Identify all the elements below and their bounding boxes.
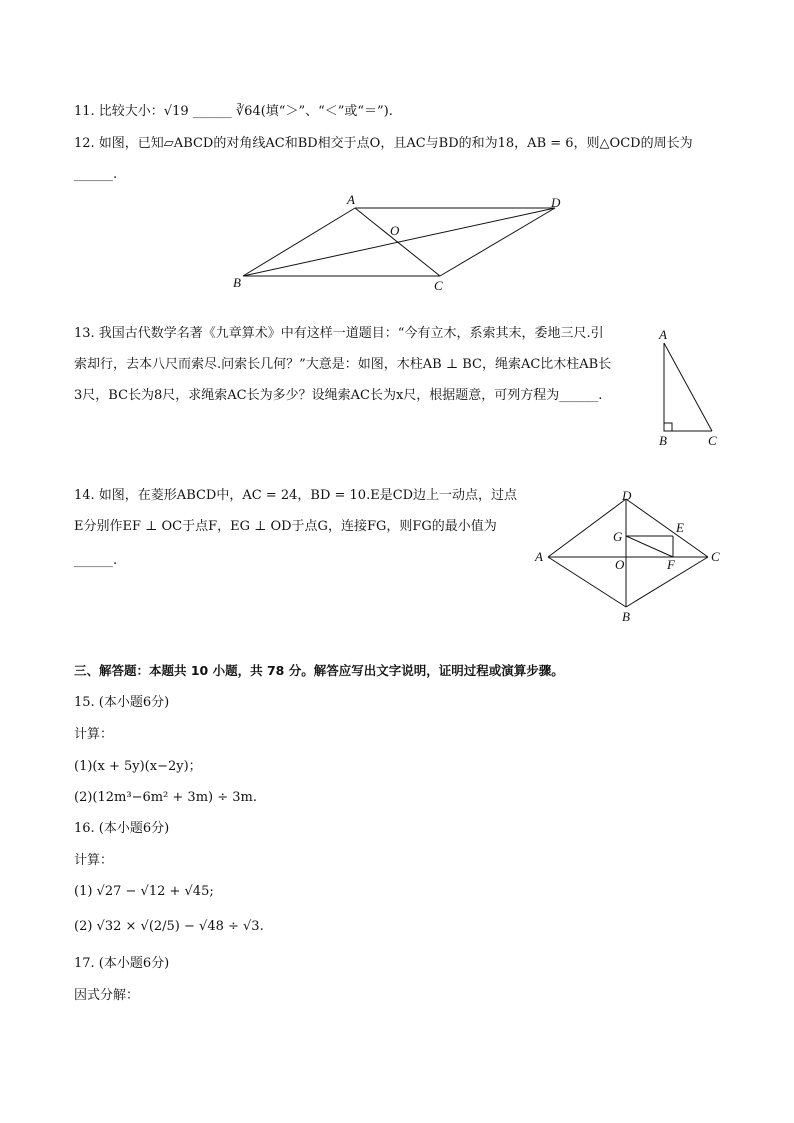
vertex-label-c: C bbox=[711, 549, 720, 564]
question-14-line-1: 14. 如图，在菱形ABCD中，AC = 24，BD = 10.E是CD边上一动点，过点 bbox=[74, 488, 518, 503]
question-13-line-3: 3尺，BC长为8尺，求绳索AC长为多少？设绳索AC长为x尺，根据题意，可列方程为______. bbox=[74, 388, 603, 403]
vertex-label-o: O bbox=[390, 223, 400, 238]
question-16-part-1: (1) √27 − √12 + √45; bbox=[74, 884, 214, 899]
vertex-label-c: C bbox=[708, 433, 717, 448]
question-15-part-2: (2)(12m³−6m² + 3m) ÷ 3m. bbox=[74, 790, 257, 805]
question-15-intro: 计算： bbox=[74, 727, 114, 742]
vertex-label-c: C bbox=[434, 278, 443, 293]
section-3-title: 三、解答题：本题共 10 小题，共 78 分。解答应写出文字说明，证明过程或演算步骤。 bbox=[74, 663, 564, 678]
question-15-header: 15. (本小题6分) bbox=[74, 695, 170, 710]
question-14-line-3: ______. bbox=[74, 553, 118, 568]
vertex-label-o: O bbox=[615, 557, 625, 572]
vertex-label-a: A bbox=[535, 549, 543, 564]
question-11: 11. 比较大小：√19 ______ ∛64(填“＞”、“＜”或“＝”). bbox=[74, 104, 393, 119]
vertex-label-b: B bbox=[659, 433, 667, 448]
vertex-label-a: A bbox=[659, 327, 667, 342]
vertex-label-e: E bbox=[676, 520, 684, 535]
vertex-label-b: B bbox=[622, 609, 630, 624]
question-14-line-2: E分别作EF ⊥ OC于点F，EG ⊥ OD于点G，连接FG，则FG的最小值为 bbox=[74, 519, 497, 534]
question-17-intro: 因式分解： bbox=[74, 988, 140, 1003]
question-13-line-2: 索却行，去本八尺而索尽.问索长几何？”大意是：如图，木柱AB ⊥ BC，绳索AC比木柱AB长 bbox=[74, 357, 612, 372]
rhombus-figure bbox=[530, 487, 730, 627]
question-13-line-1: 13. 我国古代数学名著《九章算术》中有这样一道题目：“今有立木，系索其末，委地三尺.引 bbox=[74, 326, 604, 341]
parallelogram-figure bbox=[225, 190, 575, 295]
vertex-label-d: D bbox=[622, 488, 632, 503]
vertex-label-g: G bbox=[613, 529, 623, 544]
question-16-intro: 计算： bbox=[74, 853, 114, 868]
question-15-part-1: (1)(x + 5y)(x−2y)； bbox=[74, 759, 202, 774]
question-17-header: 17. (本小题6分) bbox=[74, 956, 170, 971]
question-16-header: 16. (本小题6分) bbox=[74, 821, 170, 836]
vertex-label-b: B bbox=[233, 275, 241, 290]
question-12-line-2: ______. bbox=[74, 167, 118, 182]
vertex-label-f: F bbox=[667, 557, 675, 572]
question-16-part-2: (2) √32 × √(2/5) − √48 ÷ √3. bbox=[74, 919, 264, 934]
question-12-line-1: 12. 如图，已知▱ABCD的对角线AC和BD相交于点O，且AC与BD的和为18，AB = 6，则△OCD的周长为 bbox=[74, 136, 693, 151]
right-triangle-figure bbox=[650, 325, 730, 450]
vertex-label-d: D bbox=[551, 195, 561, 210]
vertex-label-a: A bbox=[347, 192, 355, 207]
